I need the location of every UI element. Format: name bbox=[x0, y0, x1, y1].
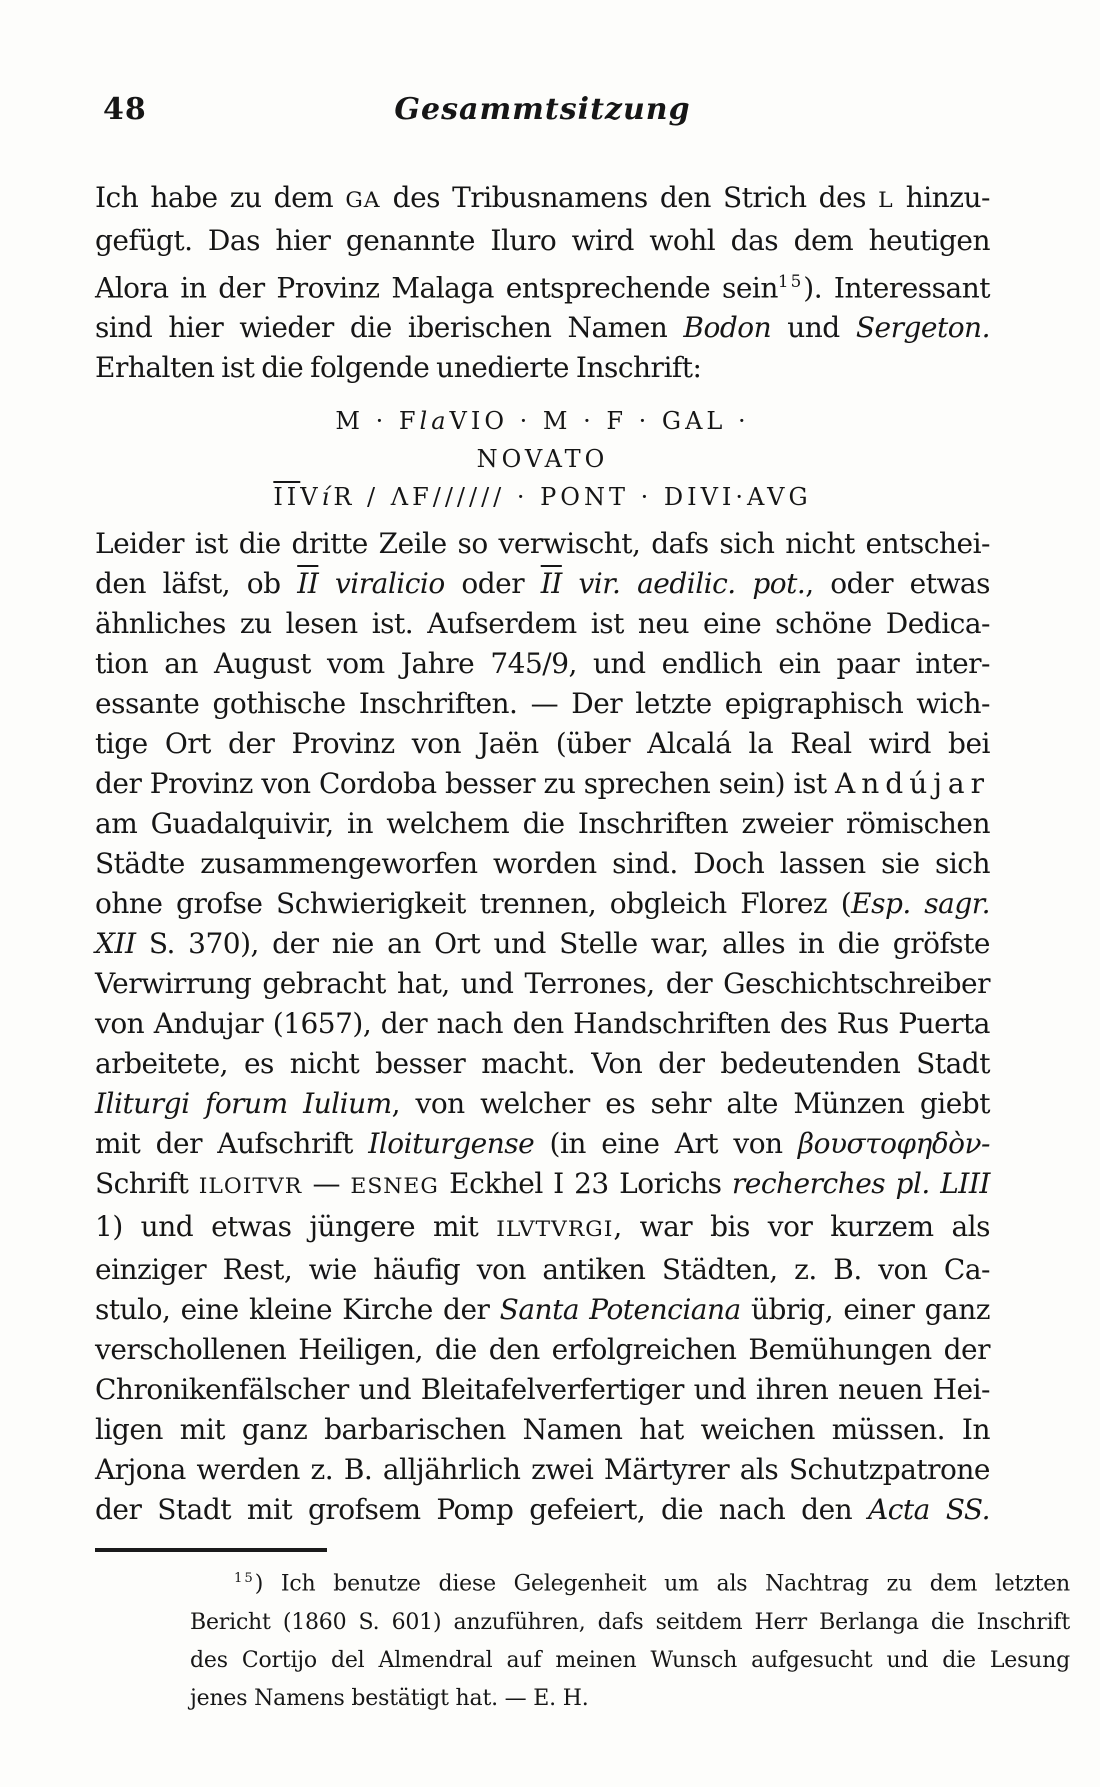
text-run: viralicio bbox=[334, 567, 445, 601]
text-run: S. 370), der nie an Ort und Stelle war, alles in die gröfste bbox=[135, 927, 990, 961]
text-run: $\overline{II}$ bbox=[540, 567, 562, 601]
text-run: ESNEG bbox=[350, 1174, 439, 1200]
text-run: ILOITVR bbox=[198, 1174, 303, 1200]
text-run: tion an August vom Jahre 745/9, und endlich ein paar inter- bbox=[95, 647, 990, 681]
text-run: recherches pl. LIII bbox=[731, 1167, 990, 1201]
text-run: XII bbox=[95, 927, 136, 961]
running-head: Gesammtsitzung bbox=[394, 92, 691, 127]
text-run: übrig, einer ganz bbox=[740, 1293, 990, 1327]
text-line bbox=[95, 724, 990, 764]
text-run: — bbox=[302, 1167, 351, 1201]
text-line bbox=[95, 221, 990, 261]
footnote bbox=[190, 1560, 1070, 1717]
text-line bbox=[95, 604, 990, 644]
text-run: sind hier wieder die iberischen Namen bbox=[95, 311, 684, 345]
text-run: einziger Rest, wie häufig von antiken Städten, z. B. von Ca- bbox=[95, 1253, 990, 1287]
text-run: verschollenen Heiligen, die den erfolgreichen Bemühungen der bbox=[95, 1333, 990, 1367]
text-run: , von welcher es sehr alte Münzen giebt bbox=[391, 1087, 990, 1121]
text-run: mit der Aufschrift bbox=[95, 1127, 369, 1161]
text-run: Ich habe zu dem bbox=[95, 181, 346, 214]
text-run: M · F bbox=[335, 407, 420, 436]
text-run: ligen mit ganz barbarischen Namen hat weichen müssen. In bbox=[95, 1413, 990, 1447]
text-run: des Tribusnamens den Strich des bbox=[380, 181, 879, 214]
footnote-line bbox=[190, 1680, 1070, 1718]
text-run: Iloiturgense bbox=[368, 1127, 535, 1161]
text-run: V bbox=[300, 483, 322, 512]
text-run: 1) und etwas jüngere mit bbox=[95, 1210, 497, 1244]
text-line bbox=[95, 964, 990, 1004]
text-run: 15 bbox=[234, 1571, 255, 1587]
text-run: Bericht (1860 S. 601) anzuführen, dafs seitdem Herr Berlanga die Inschrift bbox=[190, 1609, 1070, 1635]
text-run: essante gothische Inschriften. — Der letzte epigraphisch wich- bbox=[95, 687, 990, 721]
text-run: L bbox=[878, 188, 894, 213]
inscription-block bbox=[95, 402, 990, 516]
text-line bbox=[95, 564, 990, 604]
text-run: des Cortijo del Almendral auf meinen Wunsch aufgesucht und die Lesung bbox=[190, 1647, 1070, 1673]
page-header bbox=[95, 92, 990, 134]
text-run bbox=[562, 567, 579, 600]
text-line bbox=[95, 1370, 990, 1410]
text-run: í bbox=[321, 483, 334, 512]
text-run: , oder etwas bbox=[805, 567, 990, 601]
paragraph-2 bbox=[95, 524, 990, 1530]
text-run: der Provinz von Cordoba besser zu sprechen sein) ist bbox=[95, 767, 836, 801]
page-number: 48 bbox=[103, 92, 147, 127]
paragraph-1 bbox=[95, 178, 990, 388]
text-line bbox=[95, 1084, 990, 1124]
footnote-rule bbox=[95, 1548, 327, 1552]
text-run: Eckhel I 23 Lorichs bbox=[438, 1167, 732, 1201]
text-run: 15 bbox=[777, 271, 804, 291]
text-line bbox=[95, 1450, 990, 1490]
text-run: Arjona werden z. B. alljährlich zwei Märtyrer als Schutzpatrone bbox=[95, 1453, 990, 1487]
text-run: Erhalten ist die folgende unedierte Inschrift: bbox=[95, 351, 702, 385]
text-run: arbeitete, es nicht besser macht. Von der bedeutenden Stadt bbox=[95, 1047, 990, 1081]
text-run: (in eine Art von bbox=[534, 1127, 798, 1161]
text-line bbox=[95, 844, 990, 884]
text-run: jenes Namens bestätigt hat. — E. H. bbox=[190, 1685, 589, 1711]
text-run: stulo, eine kleine Kirche der bbox=[95, 1293, 500, 1327]
text-run: Städte zusammengeworfen worden sind. Doch lassen sie sich bbox=[95, 847, 990, 881]
text-run: la bbox=[419, 407, 450, 436]
footnote-line bbox=[190, 1560, 1070, 1603]
text-run: Chronikenfälscher und Bleitafelverfertiger und ihren neuen Hei- bbox=[95, 1373, 990, 1407]
text-run bbox=[318, 567, 335, 600]
text-run: Bodon bbox=[683, 311, 772, 345]
text-run: Schrift bbox=[95, 1167, 199, 1201]
inscription-line bbox=[95, 402, 990, 440]
text-run: Iliturgi forum Iulium bbox=[95, 1087, 392, 1121]
text-run: Esp. sagr. bbox=[851, 887, 991, 921]
text-run: vir. aedilic. pot. bbox=[578, 567, 806, 601]
text-run: Andújar bbox=[835, 767, 990, 801]
text-run: den läfst, ob bbox=[95, 567, 298, 601]
text-run: Leider ist die dritte Zeile so verwischt, dafs sich nicht entschei- bbox=[95, 527, 990, 561]
text-line bbox=[95, 348, 990, 388]
text-run: ohne grofse Schwierigkeit trennen, obgleich Florez ( bbox=[95, 887, 852, 921]
text-line bbox=[95, 524, 990, 564]
text-run: und bbox=[771, 311, 856, 345]
text-run: Alora in der Provinz Malaga entsprechende sein bbox=[95, 271, 778, 305]
text-line bbox=[95, 764, 990, 804]
inscription-line bbox=[95, 440, 990, 478]
text-line bbox=[95, 1164, 990, 1207]
text-run: Verwirrung gebracht hat, und Terrones, der Geschichtschreiber bbox=[95, 967, 990, 1001]
text-run: hinzu- bbox=[893, 181, 990, 214]
text-run: Acta SS. bbox=[868, 1493, 990, 1527]
footnote-line bbox=[190, 1642, 1070, 1680]
text-run: ). Interessant bbox=[803, 271, 990, 305]
text-run: R / ΛF////// · PONT · DIVI·AVG bbox=[333, 483, 812, 512]
text-line bbox=[95, 884, 990, 924]
text-run: NOVATO bbox=[476, 445, 609, 474]
text-line bbox=[95, 1330, 990, 1370]
text-run: ähnliches zu lesen ist. Aufserdem ist neu eine schöne Dedica- bbox=[95, 607, 990, 641]
text-run: ILVTVRGI bbox=[496, 1217, 614, 1243]
text-run: $\overline{II}$ bbox=[273, 483, 301, 512]
text-line bbox=[95, 644, 990, 684]
text-run: Santa Potenciana bbox=[499, 1293, 741, 1327]
text-run: oder bbox=[444, 567, 541, 601]
text-run: ) Ich benutze diese Gelegenheit um als Nachtrag zu dem letzten bbox=[254, 1571, 1070, 1597]
text-run: VIO · M · F · GAL · bbox=[449, 407, 750, 436]
text-line bbox=[95, 1004, 990, 1044]
text-line bbox=[95, 1044, 990, 1084]
text-run: Sergeton. bbox=[855, 311, 990, 345]
text-line bbox=[95, 1207, 990, 1250]
text-run: $\overline{II}$ bbox=[297, 567, 319, 601]
body-text bbox=[95, 178, 990, 1530]
text-line bbox=[95, 804, 990, 844]
inscription-line bbox=[95, 478, 990, 516]
text-line bbox=[95, 1490, 990, 1530]
text-run: am Guadalquivir, in welchem die Inschriften zweier römischen bbox=[95, 807, 990, 841]
text-run: tige Ort der Provinz von Jaën (über Alcalá la Real wird bei bbox=[95, 727, 990, 761]
footnote-line bbox=[190, 1604, 1070, 1642]
text-line bbox=[95, 1124, 990, 1164]
text-line bbox=[95, 308, 990, 348]
text-line bbox=[95, 178, 990, 221]
text-run: , war bis vor kurzem als bbox=[613, 1210, 990, 1244]
footnote-area bbox=[95, 1548, 1070, 1717]
text-line bbox=[95, 684, 990, 724]
text-line bbox=[95, 1410, 990, 1450]
text-line bbox=[95, 1250, 990, 1290]
text-run: GA bbox=[345, 188, 381, 213]
text-run: βουστοφηδὸν- bbox=[797, 1127, 991, 1161]
text-run: der Stadt mit grofsem Pomp gefeiert, die nach den bbox=[95, 1493, 869, 1527]
text-run: von Andujar (1657), der nach den Handschriften des Rus Puerta bbox=[95, 1007, 990, 1041]
text-run: gefügt. Das hier genannte Iluro wird wohl das dem heutigen bbox=[95, 224, 990, 257]
text-line bbox=[95, 261, 990, 308]
text-line bbox=[95, 924, 990, 964]
text-line bbox=[95, 1290, 990, 1330]
